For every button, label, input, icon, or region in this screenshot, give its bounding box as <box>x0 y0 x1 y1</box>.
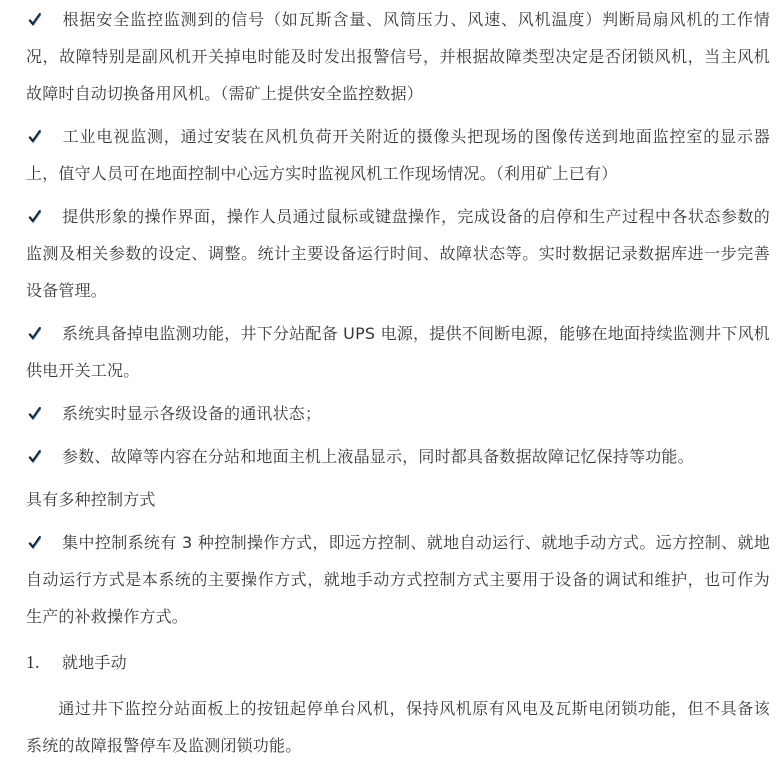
indented-paragraph <box>26 690 770 764</box>
bullet-paragraph <box>26 524 770 635</box>
bullet-paragraph <box>26 438 770 475</box>
paragraph-text: 根据安全监控监测到的信号（如瓦斯含量、风筒压力、风速、风机温度）判断局扇风机的工作情况，故障特别是副风机开关掉电时能及时发出报警信号，并根据故障类型决定是否闭锁风机，当主风机故障时自动切换备用风机。（需矿上提供安全监控数据） <box>26 10 770 103</box>
paragraph-text: 通过井下监控分站面板上的按钮起停单台风机，保持风机原有风电及瓦斯电闭锁功能，但不具备该系统的故障报警停车及监测闭锁功能。 <box>26 699 770 755</box>
paragraph-text: 集中控制系统有 3 种控制操作方式，即远方控制、就地自动运行、就地手动方式。远方控制、就地自动运行方式是本系统的主要操作方式，就地手动方式控制方式主要用于设备的调试和维护，也可作为生产的补救操作方式。 <box>26 533 770 626</box>
bullet-paragraph <box>26 118 770 192</box>
paragraph-list <box>0 1 779 764</box>
checkmark-icon <box>26 395 62 432</box>
checkmark-icon <box>26 118 62 155</box>
heading-text: 就地手动 <box>62 653 127 672</box>
bullet-paragraph <box>26 315 770 389</box>
numbered-heading <box>26 644 770 681</box>
checkmark-icon <box>26 198 62 235</box>
bullet-paragraph <box>26 1 770 112</box>
paragraph-text: 参数、故障等内容在分站和地面主机上液晶显示，同时都具备数据故障记忆保持等功能。 <box>62 447 694 466</box>
paragraph-text: 提供形象的操作界面，操作人员通过鼠标或键盘操作，完成设备的启停和生产过程中各状态参数的监测及相关参数的设定、调整。统计主要设备运行时间、故障状态等。实时数据记录数据库进一步完善设备管理。 <box>26 207 770 300</box>
checkmark-icon <box>26 524 62 561</box>
bullet-paragraph <box>26 395 770 432</box>
bullet-paragraph <box>26 198 770 309</box>
heading-text: 具有多种控制方式 <box>26 490 156 509</box>
list-number: 1. <box>26 652 40 672</box>
checkmark-icon <box>26 438 62 475</box>
checkmark-icon <box>26 1 62 38</box>
paragraph-text: 系统具备掉电监测功能，井下分站配备 UPS 电源，提供不间断电源，能够在地面持续监测井下风机供电开关工况。 <box>26 324 770 380</box>
paragraph-text: 系统实时显示各级设备的通讯状态； <box>62 404 322 423</box>
plain-heading <box>26 481 770 518</box>
checkmark-icon <box>26 315 62 352</box>
paragraph-text: 工业电视监测，通过安装在风机负荷开关附近的摄像头把现场的图像传送到地面监控室的显示器上，值守人员可在地面控制中心远方实时监视风机工作现场情况。（利用矿上已有） <box>26 127 770 183</box>
